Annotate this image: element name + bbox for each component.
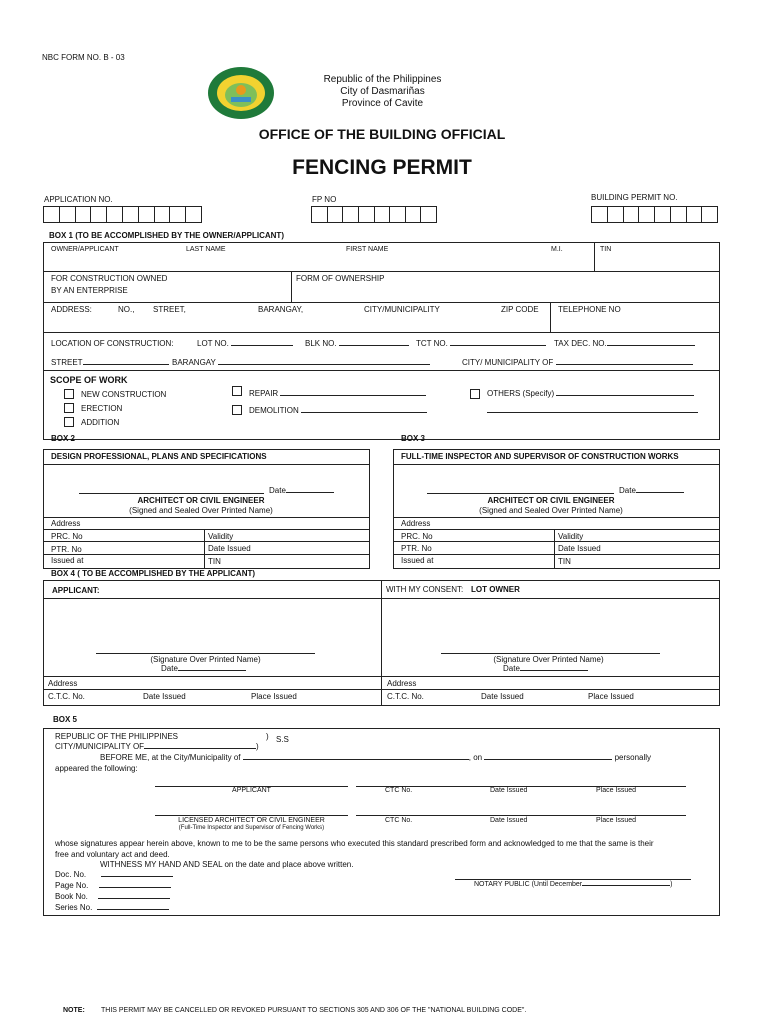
- box2-date-issued-label: Date Issued: [208, 544, 251, 553]
- repair-checkbox[interactable]: [232, 386, 242, 396]
- address-no-label: NO.,: [118, 305, 135, 314]
- box5-ctc-label-1: CTC No.: [385, 787, 413, 794]
- box5-whose-1: whose signatures appear herein above, known to me to be the same persons who executed this standard prescribed form and acknowledged to me that the same is their: [55, 839, 654, 848]
- box2-sign-note: (Signed and Sealed Over Printed Name): [129, 506, 273, 515]
- erection-label: ERECTION: [81, 404, 123, 413]
- repair-field[interactable]: REPAIR: [249, 389, 426, 398]
- box2-address-label: Address: [51, 519, 81, 528]
- box4-owner-address-label: Address: [387, 679, 417, 688]
- box2-validity-label: Validity: [208, 532, 234, 541]
- box5-series-no-field[interactable]: Series No.: [55, 903, 169, 912]
- mi-label: M.I.: [551, 246, 563, 253]
- new-construction-checkbox[interactable]: [64, 389, 74, 399]
- box1-heading: BOX 1 (TO BE ACCOMPLISHED BY THE OWNER/APPLICANT): [49, 231, 284, 240]
- box4-lot-owner-label: LOT OWNER: [471, 585, 520, 594]
- tct-no-field[interactable]: TCT NO.: [416, 339, 546, 348]
- box4-applicant-date-issued-label: Date Issued: [143, 692, 186, 701]
- box3-tin-label: TIN: [558, 557, 571, 566]
- street-field[interactable]: STREET: [51, 358, 169, 367]
- form-number: NBC FORM NO. B - 03: [42, 53, 125, 62]
- box5-book-no-field[interactable]: Book No.: [55, 892, 170, 901]
- box4-applicant-sign-note: (Signature Over Printed Name): [150, 655, 261, 664]
- box5-place-issued-label-1: Place Issued: [596, 787, 637, 794]
- box5-ss: S.S: [276, 735, 289, 744]
- box3-prc-label: PRC. No: [401, 532, 433, 541]
- header-republic: Republic of the Philippines: [323, 74, 442, 85]
- telephone-label: TELEPHONE NO: [558, 305, 621, 314]
- building-permit-no-label: BUILDING PERMIT NO.: [591, 193, 678, 202]
- header-city: City of Dasmariñas: [340, 86, 425, 97]
- box4-applicant-address-label: Address: [48, 679, 78, 688]
- box5-appeared: appeared the following:: [55, 764, 138, 773]
- demolition-field[interactable]: DEMOLITION: [249, 406, 427, 415]
- box5-applicant-label: APPLICANT: [232, 787, 271, 794]
- scope-of-work-heading: SCOPE OF WORK: [50, 375, 128, 385]
- address-street-label: STREET,: [153, 305, 186, 314]
- demolition-checkbox[interactable]: [232, 405, 242, 415]
- box5-engineer-sub: (Full-Time Inspector and Supervisor of Fencing Works): [178, 825, 325, 831]
- enterprise-label-1: FOR CONSTRUCTION OWNED: [51, 274, 168, 283]
- office-title: OFFICE OF THE BUILDING OFFICIAL: [258, 126, 506, 142]
- address-barangay-label: BARANGAY,: [258, 305, 304, 314]
- fp-no-label: FP NO: [312, 195, 337, 204]
- erection-checkbox[interactable]: [64, 403, 74, 413]
- box2-label: BOX 2: [51, 434, 76, 443]
- building-permit-no-input[interactable]: [591, 206, 718, 223]
- city-seal-logo: [207, 66, 275, 120]
- box5-notary-field[interactable]: NOTARY PUBLIC (Until December ): [474, 881, 673, 888]
- box3-address-label: Address: [401, 519, 431, 528]
- box4-owner-place-issued-label: Place Issued: [588, 692, 634, 701]
- fp-no-input[interactable]: [311, 206, 437, 223]
- box2-tin-label: TIN: [208, 557, 221, 566]
- box2-role: ARCHITECT OR CIVIL ENGINEER: [137, 496, 265, 505]
- box5-page-no-field[interactable]: Page No.: [55, 881, 171, 890]
- box3-date-issued-label: Date Issued: [558, 544, 601, 553]
- address-label: ADDRESS:: [51, 305, 92, 314]
- box4-owner-date-field[interactable]: Date: [503, 664, 588, 673]
- box2-date-field[interactable]: Date: [269, 486, 334, 495]
- tax-dec-field[interactable]: TAX DEC. NO.: [554, 339, 695, 348]
- enterprise-label-2: BY AN ENTERPRISE: [51, 286, 128, 295]
- lot-no-field[interactable]: LOT NO.: [197, 339, 293, 348]
- box2-ptr-label: PTR. No: [51, 545, 82, 554]
- application-no-input[interactable]: [43, 206, 202, 223]
- addition-label: ADDITION: [81, 418, 120, 427]
- box3-role: ARCHITECT OR CIVIL ENGINEER: [487, 496, 615, 505]
- addition-checkbox[interactable]: [64, 417, 74, 427]
- box3-validity-label: Validity: [558, 532, 584, 541]
- box4-applicant-place-issued-label: Place Issued: [251, 692, 297, 701]
- box5-date-issued-label-2: Date Issued: [490, 817, 528, 824]
- box5-engineer-label: LICENSED ARCHITECT OR CIVIL ENGINEER: [178, 817, 325, 824]
- box4-consent-label: WITH MY CONSENT:: [386, 585, 464, 594]
- box5-before-me-field[interactable]: BEFORE ME, at the City/Municipality of , on personally: [100, 753, 652, 762]
- box3-heading: FULL-TIME INSPECTOR AND SUPERVISOR OF CONSTRUCTION WORKS: [401, 452, 679, 461]
- form-of-ownership-label: FORM OF OWNERSHIP: [296, 274, 385, 283]
- box5-date-issued-label-1: Date Issued: [490, 787, 528, 794]
- last-name-label: LAST NAME: [186, 246, 226, 253]
- box5-paren-1: ): [266, 732, 269, 741]
- others-field[interactable]: OTHERS (Specify): [487, 389, 694, 398]
- barangay-field[interactable]: BARANGAY: [172, 358, 430, 367]
- first-name-label: FIRST NAME: [346, 246, 389, 253]
- new-construction-label: NEW CONSTRUCTION: [81, 390, 167, 399]
- box4-applicant-label: APPLICANT:: [52, 586, 100, 595]
- header-province: Province of Cavite: [341, 98, 424, 109]
- box2-heading: DESIGN PROFESSIONAL, PLANS AND SPECIFICATIONS: [51, 452, 267, 461]
- others-checkbox[interactable]: [470, 389, 480, 399]
- box3-issued-at-label: Issued at: [401, 556, 434, 565]
- box5-whose-2: free and voluntary act and deed.: [55, 850, 170, 859]
- box4-owner-sign-note: (Signature Over Printed Name): [493, 655, 604, 664]
- box3-date-field[interactable]: Date: [619, 486, 684, 495]
- owner-applicant-label: OWNER/APPLICANT: [51, 246, 119, 253]
- city-municipality-field[interactable]: CITY/ MUNICIPALITY OF: [462, 358, 693, 367]
- box4-owner-date-issued-label: Date Issued: [481, 692, 524, 701]
- box5-place-issued-label-2: Place Issued: [596, 817, 637, 824]
- box5-witness: WITHNESS MY HAND AND SEAL on the date and place above written.: [100, 860, 354, 869]
- page-title: FENCING PERMIT: [292, 156, 472, 179]
- note-text: THIS PERMIT MAY BE CANCELLED OR REVOKED PURSUANT TO SECTIONS 305 AND 306 OF THE "NATIONAL BUILDING CODE".: [101, 1007, 527, 1014]
- box4-applicant-ctc-label: C.T.C. No.: [48, 692, 85, 701]
- box4-label: BOX 4 ( TO BE ACCOMPLISHED BY THE APPLICANT): [51, 569, 256, 578]
- note-label: NOTE:: [63, 1007, 85, 1014]
- box4-applicant-date-field[interactable]: Date: [161, 664, 246, 673]
- tin-label: TIN: [600, 246, 612, 253]
- box2-prc-label: PRC. No: [51, 532, 83, 541]
- box2-issued-at-label: Issued at: [51, 556, 84, 565]
- box3-sign-note: (Signed and Sealed Over Printed Name): [479, 506, 623, 515]
- box5-ctc-label-2: CTC No.: [385, 817, 413, 824]
- zip-code-label: ZIP CODE: [501, 305, 539, 314]
- blk-no-field[interactable]: BLK NO.: [305, 339, 409, 348]
- box3-ptr-label: PTR. No: [401, 544, 432, 553]
- box5-city-field[interactable]: CITY/MUNICIPALITY OF ): [55, 742, 259, 751]
- box4-owner-ctc-label: C.T.C. No.: [387, 692, 424, 701]
- address-city-label: CITY/MUNICIPALITY: [364, 305, 440, 314]
- box3-label: BOX 3: [401, 434, 426, 443]
- box5-republic: REPUBLIC OF THE PHILIPPINES: [55, 732, 178, 741]
- application-no-label: APPLICATION NO.: [44, 195, 113, 204]
- box5-label: BOX 5: [53, 715, 78, 724]
- box5-doc-no-field[interactable]: Doc. No.: [55, 870, 173, 879]
- location-label: LOCATION OF CONSTRUCTION:: [51, 339, 174, 348]
